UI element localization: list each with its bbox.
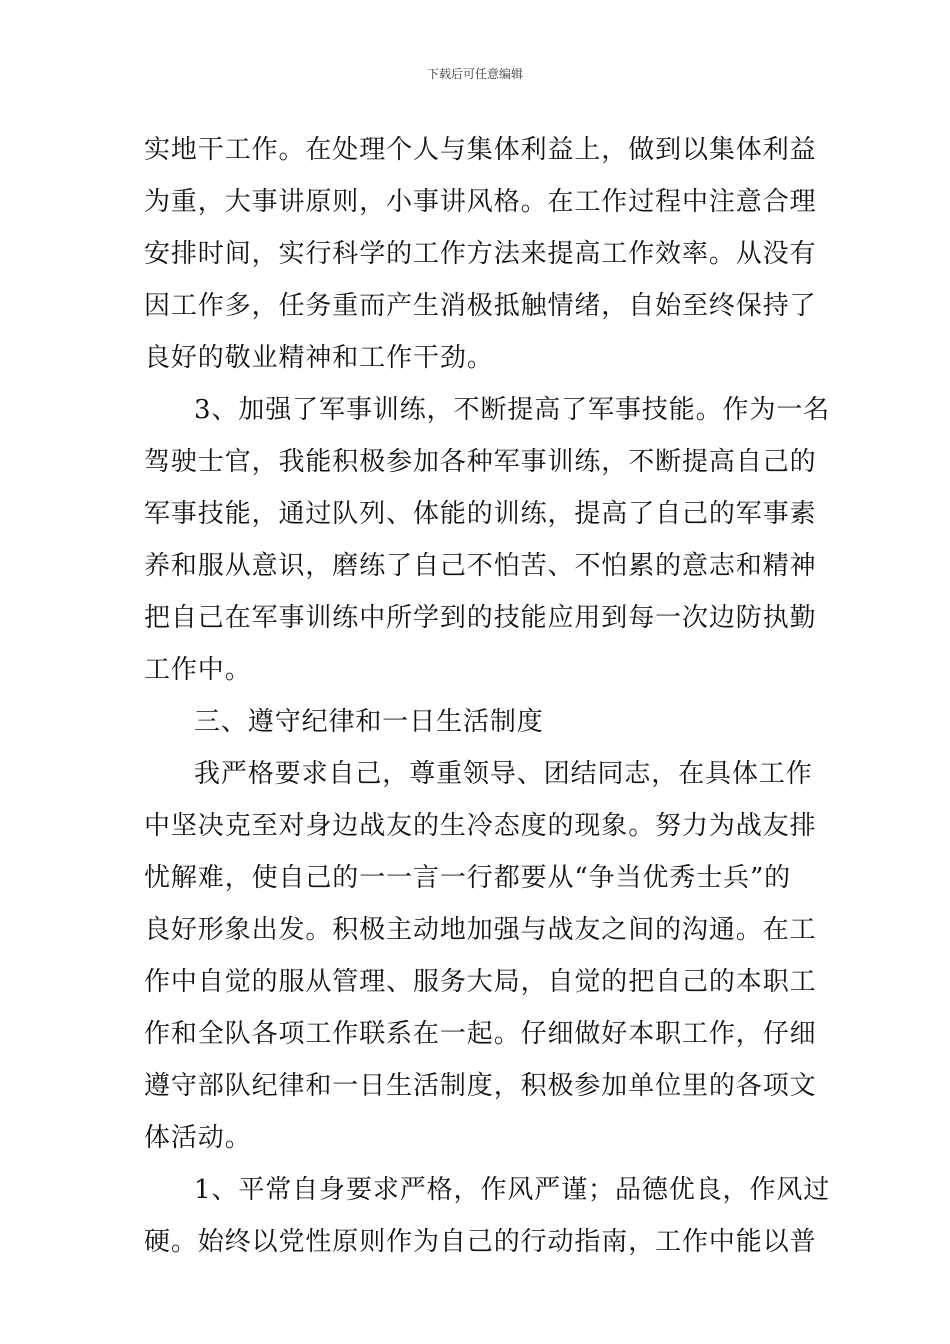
paragraph-start-line: 我严格要求自己，尊重领导、团结同志，在具体工作 bbox=[194, 759, 813, 789]
text-line: 作中自觉的服从管理、服务大局，自觉的把自己的本职工 bbox=[144, 967, 817, 997]
text-line: 体活动。 bbox=[144, 1123, 252, 1153]
page-header: 下载后可任意编辑 bbox=[426, 67, 523, 81]
text-line: 忧解难，使自己的一一言一行都要从“争当优秀士兵”的 bbox=[144, 863, 792, 893]
text-line: 中坚决克至对身边战友的生冷态度的现象。努力为战友排 bbox=[144, 811, 817, 841]
document-body bbox=[144, 124, 831, 1268]
text-line: 养和服从意识，磨练了自己不怕苦、不怕累的意志和精神 bbox=[144, 551, 817, 581]
text-line: 驾驶士官，我能积极参加各种军事训练，不断提高自己的 bbox=[144, 447, 817, 477]
text-line: 良好的敬业精神和工作干劲。 bbox=[144, 343, 494, 373]
text-line: 作和全队各项工作联系在一起。仔细做好本职工作，仔细 bbox=[144, 1019, 817, 1049]
text-line: 安排时间，实行科学的工作方法来提高工作效率。从没有 bbox=[144, 239, 817, 269]
paragraph-start-line: 3、加强了军事训练，不断提高了军事技能。作为一名 bbox=[194, 395, 831, 425]
text-line: 因工作多，任务重而产生消极抵触情绪，自始至终保持了 bbox=[144, 291, 817, 321]
text-line: 遵守部队纪律和一日生活制度，积极参加单位里的各项文 bbox=[144, 1071, 817, 1101]
text-line: 硬。始终以党性原则作为自己的行动指南，工作中能以普 bbox=[144, 1227, 817, 1257]
paragraph-start-line: 1、平常自身要求严格，作风严谨；品德优良，作风过 bbox=[194, 1175, 831, 1205]
text-line: 良好形象出发。积极主动地加强与战友之间的沟通。在工 bbox=[144, 915, 817, 945]
text-line: 把自己在军事训练中所学到的技能应用到每一次边防执勤 bbox=[144, 603, 817, 633]
text-line: 为重，大事讲原则，小事讲风格。在工作过程中注意合理 bbox=[144, 187, 817, 217]
text-line: 实地干工作。在处理个人与集体利益上，做到以集体利益 bbox=[144, 135, 817, 165]
text-line: 军事技能，通过队列、体能的训练，提高了自己的军事素 bbox=[144, 499, 817, 529]
text-line: 工作中。 bbox=[144, 655, 252, 685]
section-heading: 三、遵守纪律和一日生活制度 bbox=[194, 707, 544, 737]
